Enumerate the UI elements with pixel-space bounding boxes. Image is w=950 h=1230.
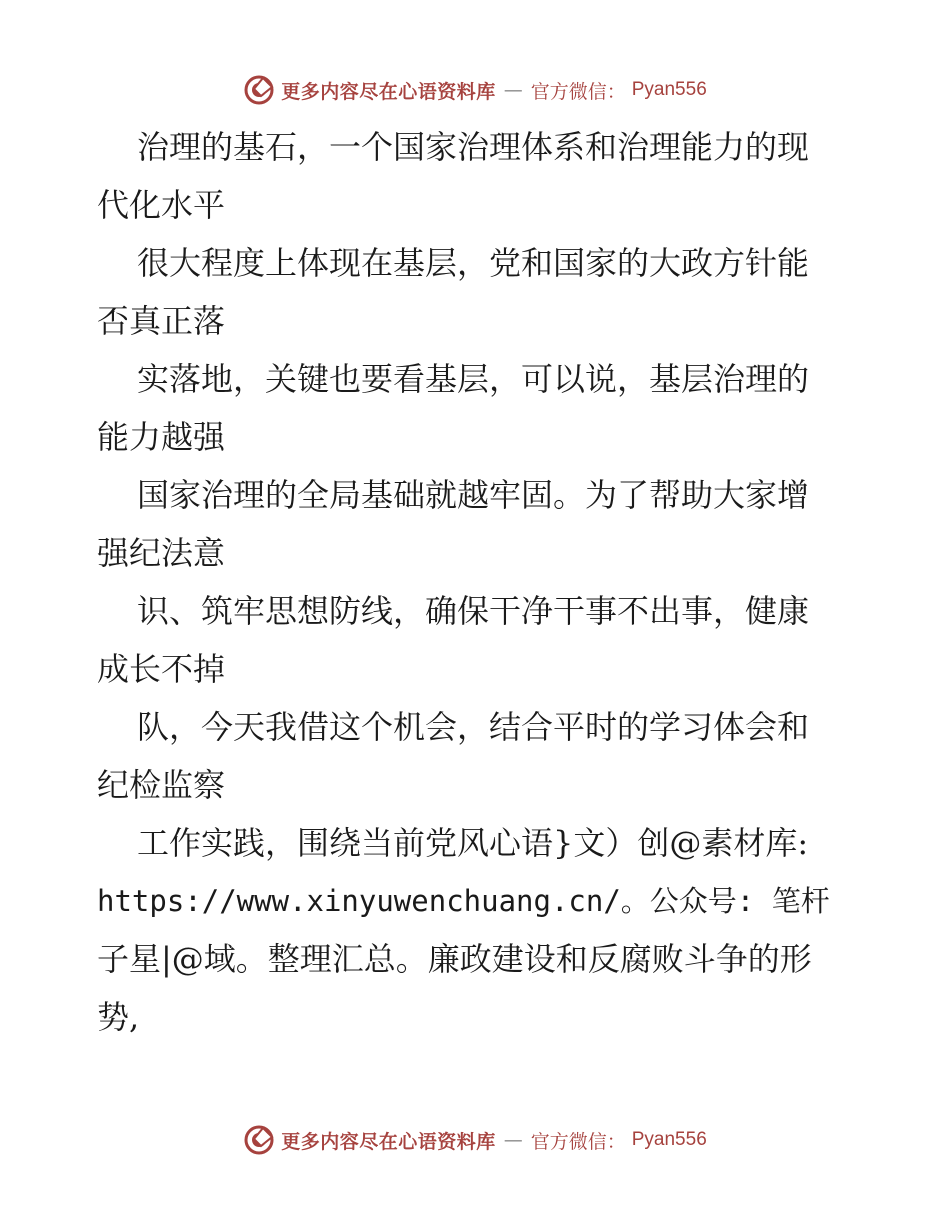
body-line: 势, bbox=[97, 998, 140, 1036]
body-line: 子星|@域。整理汇总。廉政建设和反腐败斗争的形 bbox=[97, 940, 812, 978]
pen-logo-icon bbox=[243, 74, 275, 106]
footer-watermark bbox=[0, 1120, 950, 1160]
watermark-main-text: 更多内容尽在心语资料库 bbox=[281, 1130, 496, 1153]
body-line: 纪检监察 bbox=[97, 766, 226, 804]
body-line: 能力越强 bbox=[97, 418, 226, 456]
body-line: 成长不掉 bbox=[97, 650, 226, 688]
watermark-wechat-id: Pyan556 bbox=[631, 1129, 707, 1150]
body-line: 识、筑牢思想防线，确保干净干事不出事，健康 bbox=[137, 592, 810, 630]
body-line: 很大程度上体现在基层，党和国家的大政方针能 bbox=[137, 244, 810, 282]
header-watermark bbox=[0, 70, 950, 110]
watermark-wechat-id: Pyan556 bbox=[631, 79, 707, 100]
body-line-url: https://www.xinyuwenchuang.cn/。公众号: 笔杆 bbox=[97, 884, 830, 918]
body-line: 否真正落 bbox=[97, 302, 226, 340]
pen-logo-icon bbox=[243, 1124, 275, 1156]
watermark-sub-text: 官方微信： bbox=[530, 1130, 626, 1153]
body-line: 实落地，关键也要看基层，可以说，基层治理的 bbox=[137, 360, 810, 398]
body-line: 强纪法意 bbox=[97, 534, 226, 572]
body-line: 工作实践，围绕当前党风心语}文）创@素材库: bbox=[137, 824, 809, 862]
watermark-sub-text: 官方微信： bbox=[530, 80, 626, 103]
watermark-dash: — bbox=[503, 79, 523, 101]
body-line: 治理的基石，一个国家治理体系和治理能力的现 bbox=[137, 128, 810, 166]
document-body bbox=[97, 118, 857, 1046]
body-line: 国家治理的全局基础就越牢固。为了帮助大家增 bbox=[137, 476, 810, 514]
body-line: 队，今天我借这个机会，结合平时的学习体会和 bbox=[137, 708, 810, 746]
watermark-main-text: 更多内容尽在心语资料库 bbox=[281, 80, 496, 103]
body-line: 代化水平 bbox=[97, 186, 226, 224]
watermark-dash: — bbox=[503, 1129, 523, 1151]
